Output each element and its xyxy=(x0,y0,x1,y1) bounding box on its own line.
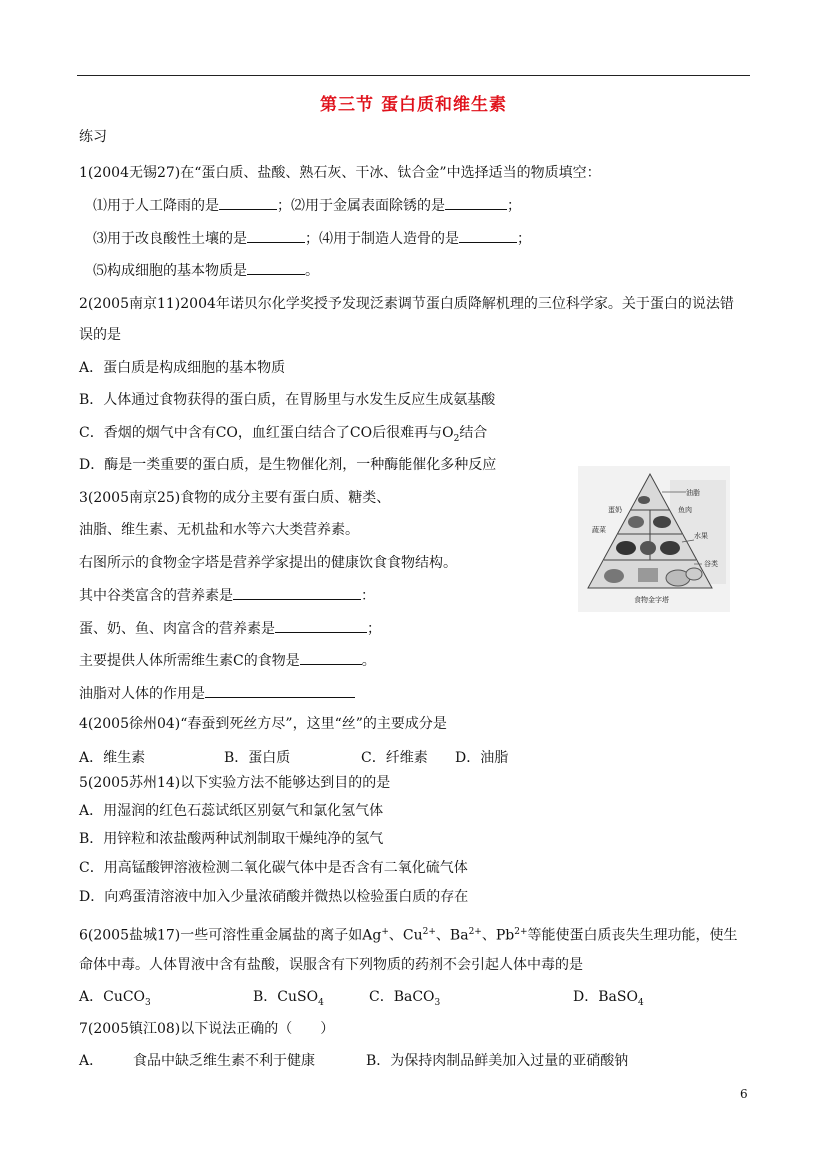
food-pyramid-figure xyxy=(578,466,730,612)
answer-blank[interactable] xyxy=(300,650,362,665)
q6-text-a: 6(2005盐城17)一些可溶性重金属盐的离子如Ag xyxy=(79,927,382,944)
q3-line-5 xyxy=(79,618,381,639)
answer-blank[interactable] xyxy=(219,195,277,210)
fig-label-vegetable: 蔬菜 xyxy=(592,526,606,534)
q3-line-7 xyxy=(79,683,355,704)
q3-line-2: 油脂、维生素、无机盐和水等六大类营养素。 xyxy=(79,522,359,538)
q4-option-c: C．纤维素 xyxy=(361,750,428,766)
q1-line3 xyxy=(93,260,319,281)
q2-stem-2: 误的是 xyxy=(79,327,121,343)
q3-l6-text: 主要提供人体所需维生素C的食物是 xyxy=(79,653,300,669)
q6-b-text: B．CuSO xyxy=(253,989,319,1005)
q6-a-text: A．CuCO xyxy=(79,989,146,1005)
q5-option-c: C．用高锰酸钾溶液检测二氧化碳气体中是否含有二氧化硫气体 xyxy=(79,860,468,876)
q2-option-d: D．酶是一类重要的蛋白质，是生物催化剂，一种酶能催化多种反应 xyxy=(79,457,497,473)
q6-text-c: 、Ba xyxy=(435,927,469,944)
answer-blank[interactable] xyxy=(247,260,305,275)
q1-part2-end: ； xyxy=(507,198,521,214)
q4-option-d: D．油脂 xyxy=(455,750,509,766)
answer-blank[interactable] xyxy=(459,228,517,243)
q2-c-text: C．香烟的烟气中含有CO，血红蛋白结合了CO后很难再与O xyxy=(79,425,454,441)
q6-c-sub: 3 xyxy=(434,997,441,1008)
q3-l4-text: 其中谷类富含的营养素是 xyxy=(79,588,233,604)
q6-b-sub: 4 xyxy=(318,997,324,1008)
q6-option-c xyxy=(369,987,440,1013)
q1-line1 xyxy=(93,195,521,216)
q6-c-text: C．BaCO xyxy=(369,989,435,1005)
answer-blank[interactable] xyxy=(275,618,367,633)
q6-text-e: 等能使蛋白质丧失生理功能，使生 xyxy=(527,927,738,944)
q2-c-sub: 2 xyxy=(453,433,460,444)
q4-stem: 4(2005徐州04)“春蚕到死丝方尽”，这里“丝”的主要成分是 xyxy=(79,716,447,732)
exercise-label: 练习 xyxy=(79,129,107,145)
fig-label-fruit: 水果 xyxy=(694,532,708,540)
answer-blank[interactable] xyxy=(445,195,507,210)
fig-caption: 食物金字塔 xyxy=(634,596,669,604)
q6-cu-charge: 2+ xyxy=(422,927,436,937)
q5-option-b: B．用锌粒和浓盐酸两种试剂制取干燥纯净的氢气 xyxy=(79,831,384,847)
answer-blank[interactable] xyxy=(205,683,355,698)
q2-option-c xyxy=(79,423,487,449)
q2-c-post: 结合 xyxy=(459,425,488,441)
q1-part5-end: 。 xyxy=(305,263,319,279)
q6-d-text: D．BaSO xyxy=(573,989,638,1005)
q5-option-d: D．向鸡蛋清溶液中加入少量浓硝酸并微热以检验蛋白质的存在 xyxy=(79,889,469,905)
q6-text-b: 、Cu xyxy=(388,927,423,944)
fig-label-grain: 谷类 xyxy=(704,560,718,568)
q3-l4-end: ： xyxy=(361,588,375,604)
q1-part2: ；⑵用于金属表面除锈的是 xyxy=(277,198,445,214)
q6-option-b xyxy=(253,987,324,1013)
food-pyramid-image xyxy=(578,466,730,612)
q1-part4-end: ； xyxy=(517,231,531,247)
q6-a-sub: 3 xyxy=(145,997,151,1008)
q7-option-a-label: A． xyxy=(79,1053,104,1069)
q5-option-a: A．用湿润的红色石蕊试纸区别氨气和氯化氢气体 xyxy=(79,803,384,819)
q3-l5-text: 蛋、奶、鱼、肉富含的营养素是 xyxy=(79,621,275,637)
q3-l7-text: 油脂对人体的作用是 xyxy=(79,686,205,702)
q3-l5-end: ； xyxy=(367,621,381,637)
q6-ba-charge: 2+ xyxy=(468,927,482,937)
q7-option-b: B．为保持肉制品鲜美加入过量的亚硝酸钠 xyxy=(366,1053,629,1069)
q1-stem: 1(2004无锡27)在“蛋白质、盐酸、熟石灰、干冰、钛合金”中选择适当的物质填空： xyxy=(79,165,601,181)
q2-option-b: B．人体通过食物获得的蛋白质，在胃肠里与水发生反应生成氨基酸 xyxy=(79,392,496,408)
q1-part1: ⑴用于人工降雨的是 xyxy=(93,198,219,214)
q6-d-sub: 4 xyxy=(637,997,644,1008)
q6-stem-1 xyxy=(79,922,738,946)
q4-option-b: B．蛋白质 xyxy=(224,750,291,766)
q3-line-6 xyxy=(79,650,376,671)
q3-l6-end: 。 xyxy=(361,653,376,669)
q1-part4: ；⑷用于制造人造骨的是 xyxy=(305,231,459,247)
fig-label-oil: 油脂 xyxy=(686,489,700,497)
fig-label-fish-meat: 鱼肉 xyxy=(678,506,692,514)
fig-label-egg-milk: 蛋奶 xyxy=(608,506,622,514)
q6-option-a xyxy=(79,987,151,1013)
q1-part3: ⑶用于改良酸性土壤的是 xyxy=(93,231,247,247)
q7-option-a: 食品中缺乏维生素不利于健康 xyxy=(133,1053,315,1069)
q1-line2 xyxy=(93,228,531,249)
q3-line-1: 3(2005南京25)食物的成分主要有蛋白质、糖类、 xyxy=(79,490,391,506)
q6-ag-charge: + xyxy=(381,927,389,937)
page-number: 6 xyxy=(740,1087,748,1101)
q6-option-d xyxy=(573,987,644,1013)
answer-blank[interactable] xyxy=(233,585,361,600)
q6-text-d: 、Pb xyxy=(481,927,515,944)
q5-stem: 5(2005苏州14)以下实验方法不能够达到目的的是 xyxy=(79,775,391,791)
q7-stem: 7(2005镇江08)以下说法正确的（ ） xyxy=(79,1021,335,1037)
q2-stem-1: 2(2005南京11)2004年诺贝尔化学奖授予发现泛素调节蛋白质降解机理的三位科学家。关于蛋白的说法错 xyxy=(79,296,734,312)
header-rule xyxy=(77,75,750,76)
section-title: 第三节 蛋白质和维生素 xyxy=(320,95,507,115)
q3-line-4 xyxy=(79,585,375,606)
q2-option-a: A．蛋白质是构成细胞的基本物质 xyxy=(79,360,286,376)
q6-pb-charge: 2+ xyxy=(514,927,528,937)
answer-blank[interactable] xyxy=(247,228,305,243)
q1-part5: ⑸构成细胞的基本物质是 xyxy=(93,263,247,279)
q4-option-a: A．维生素 xyxy=(79,750,146,766)
q3-line-3: 右图所示的食物金字塔是营养学家提出的健康饮食食物结构。 xyxy=(79,555,457,571)
q6-stem-2: 命体中毒。人体胃液中含有盐酸，误服含有下列物质的药剂不会引起人体中毒的是 xyxy=(79,957,583,973)
